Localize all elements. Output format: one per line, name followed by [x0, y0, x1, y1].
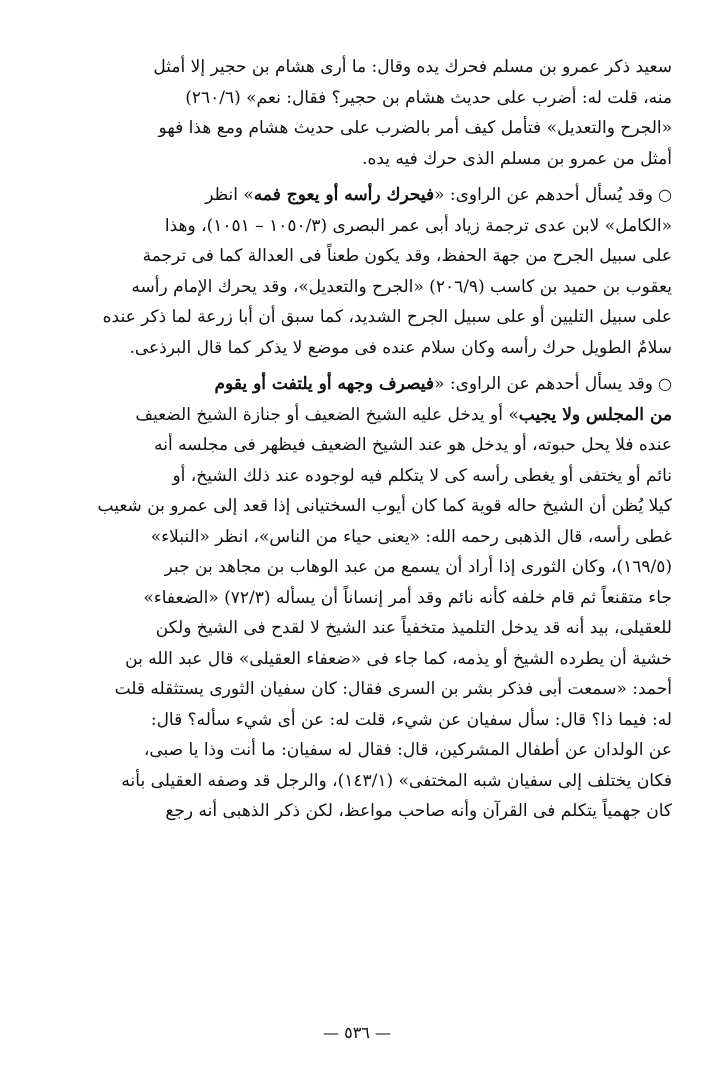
- text-line: [42, 430, 672, 461]
- text-run: فكان يختلف إلى سفيان شبه المختفى» (١٤٣/١)، والرجل قد وصفه العقيلى بأنه: [121, 770, 672, 791]
- text-line: [42, 211, 672, 242]
- text-line: [42, 241, 672, 272]
- text-run: (١٦٩/٥)، وكان الثورى إذا أراد أن يسمع من عبد الوهاب بن مجاهد بن جبر: [164, 557, 672, 577]
- text-line: [42, 369, 672, 400]
- circle-bullet-icon: ○: [652, 185, 672, 204]
- highlighted-phrase: فيصرف وجهه أو يلتفت أو يقوم: [214, 374, 435, 394]
- text-run: جاء متقنعاً ثم قام خلفه كأنه نائم وقد أمر إنساناً أن يسأله (٧٢/٣) «الضعفاء»: [143, 587, 672, 608]
- text-line: [42, 333, 672, 364]
- text-line: [42, 302, 672, 333]
- paragraph: [42, 180, 672, 363]
- text-line: [42, 272, 672, 303]
- text-run: «الجرح والتعديل» فتأمل كيف أمر بالضرب على حديث هشام ومع هذا فهو: [158, 118, 672, 138]
- text-run: له: فيما ذا؟ قال: سأل سفيان عن شيء، قلت له: عن أى شيء سأله؟ قال:: [150, 709, 672, 730]
- text-run: نائم أو يختفى أو يغطى رأسه كى لا يتكلم فيه لوجوده عند ذلك الشيخ، أو: [172, 465, 672, 486]
- text-run: أمثل من عمرو بن مسلم الذى حرك فيه يده.: [362, 148, 672, 169]
- highlighted-phrase: من المجلس ولا يجيب: [518, 404, 672, 425]
- text-run: كان جهمياً يتكلم فى القرآن وأنه صاحب مواعظ، لكن ذكر الذهبى أنه رجع: [165, 801, 672, 821]
- text-line: [42, 583, 672, 614]
- text-line: [42, 83, 672, 114]
- text-run: على سبيل التليين أو على سبيل الجرح الشديد، كما سبق أن أبا زرعة لما ذكر عنده: [102, 307, 672, 327]
- body-text: [42, 52, 672, 827]
- text-line: [42, 552, 672, 583]
- text-run: على سبيل الجرح من جهة الحفظ، وقد يكون طعناً فى العدالة كما فى ترجمة: [142, 246, 672, 266]
- text-line: [42, 705, 672, 736]
- text-line: [42, 735, 672, 766]
- text-run: «الكامل» لابن عدى ترجمة زياد أبى عمر البصرى (١٠٥٠/٣ – ١٠٥١)، وهذا: [164, 215, 672, 236]
- text-line: [42, 461, 672, 492]
- text-run: سعيد ذكر عمرو بن مسلم فحرك يده وقال: ما أرى هشام بن حجير إلا أمثل: [153, 57, 672, 77]
- page-number: — ٥٣٦ —: [323, 1023, 391, 1042]
- text-run: وقد يُسأل أحدهم عن الراوى: «: [434, 185, 653, 205]
- text-run: عن الولدان عن أطفال المشركين، قال: فقال له سفيان: ما أنت وذا يا صبى،: [143, 740, 672, 760]
- text-run: يعقوب بن حميد بن كاسب (٢٠٦/٩) «الجرح والتعديل»، وقد يحرك الإمام رأسه: [131, 276, 672, 297]
- text-run: خشية أن يطرده الشيخ أو يذمه، كما جاء فى «ضعفاء العقيلى» قال عبد الله بن: [125, 648, 672, 669]
- text-run: كيلا يُظن أن الشيخ حاله قوية كما كان أيوب السختيانى إذا قعد إلى عمرو بن شعيب: [97, 496, 672, 516]
- text-line: [42, 766, 672, 797]
- text-line: [42, 522, 672, 553]
- text-run: وقد يسأل أحدهم عن الراوى: «: [434, 374, 653, 394]
- text-line: [42, 644, 672, 675]
- text-line: [42, 52, 672, 83]
- text-line: [42, 144, 672, 175]
- text-run: أحمد: «سمعت أبى فذكر بشر بن السرى فقال: كان سفيان الثورى يستثقله قلت: [114, 679, 672, 699]
- text-line: [42, 400, 672, 431]
- text-line: [42, 613, 672, 644]
- text-line: [42, 491, 672, 522]
- text-line: [42, 674, 672, 705]
- text-run: » انظر: [205, 185, 254, 205]
- text-line: [42, 180, 672, 211]
- text-run: منه، قلت له: أضرب على حديث هشام بن حجير؟ فقال: نعم» (٢٦٠/٦): [185, 87, 672, 108]
- text-run: سلامٌ الطويل حرك رأسه وكان سلام عنده فى موضع لا يذكر كما قال البرذعى.: [129, 337, 672, 358]
- highlighted-phrase: فيحرك رأسه أو يعوج فمه: [253, 185, 435, 205]
- text-line: [42, 796, 672, 827]
- text-run: غطى رأسه، قال الذهبى رحمه الله: «يعنى حياء من الناس»، انظر «النبلاء»: [150, 526, 672, 547]
- circle-bullet-icon: ○: [652, 374, 672, 393]
- text-run: للعقيلى، بيد أنه قد يدخل التلميذ متخفياً عند الشيخ لا لقدح فى الشيخ ولكن: [155, 618, 672, 638]
- text-line: [42, 113, 672, 144]
- text-run: عنده فلا يحل حبوته، أو يدخل هو عند الشيخ الضعيف فيظهر فى مجلسه أنه: [154, 435, 672, 455]
- text-run: » أو يدخل عليه الشيخ الضعيف أو جنازة الشيخ الضعيف: [135, 404, 519, 425]
- paragraph: [42, 369, 672, 827]
- paragraph: [42, 52, 672, 174]
